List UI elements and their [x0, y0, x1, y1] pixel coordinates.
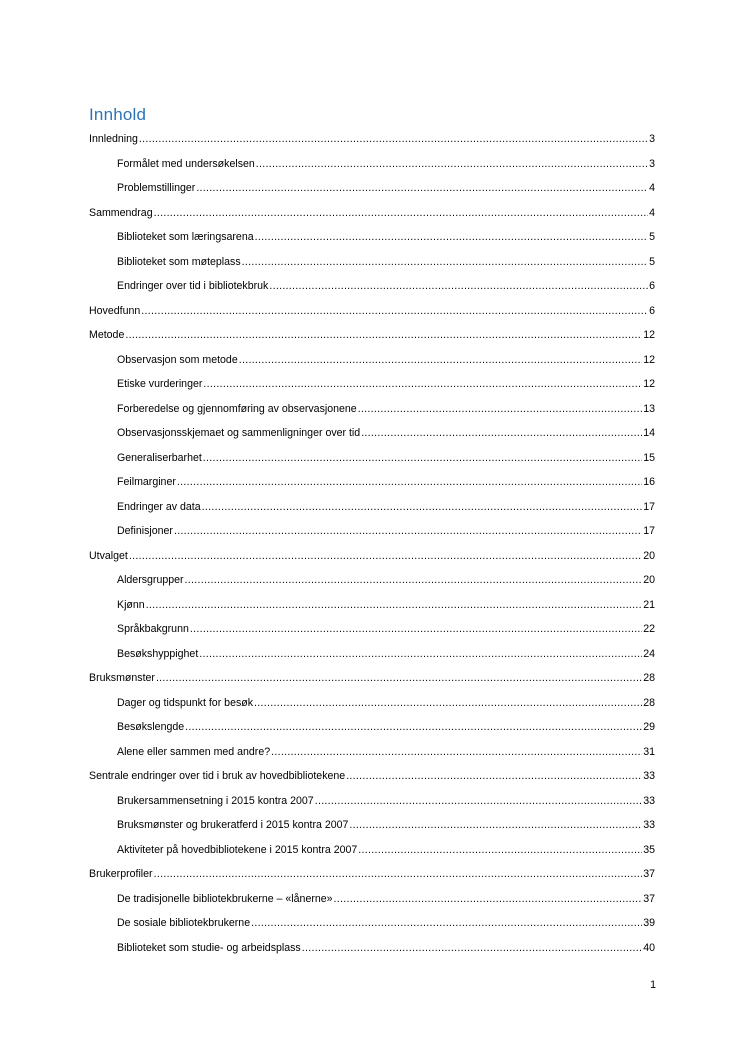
toc-entry-title: Metode — [89, 329, 125, 341]
toc-leader — [256, 157, 648, 171]
toc-entry[interactable] — [117, 351, 655, 367]
toc-leader — [239, 353, 642, 367]
toc-entry-title: Alene eller sammen med andre? — [117, 746, 271, 758]
toc-entry-title: Observasjonsskjemaet og sammenligninger over tid — [117, 427, 361, 439]
toc-entry-title: Hovedfunn — [89, 305, 141, 317]
toc-entry-page: 39 — [643, 917, 655, 929]
toc-heading: Innhold — [89, 105, 147, 124]
toc-entry[interactable] — [117, 179, 655, 195]
toc-entry-page: 15 — [643, 452, 655, 464]
toc-entry-title: Sentrale endringer over tid i bruk av hovedbibliotekene — [89, 770, 346, 782]
toc-leader — [254, 696, 642, 710]
toc-entry-page: 33 — [643, 770, 655, 782]
toc-entry-page: 20 — [643, 550, 655, 562]
toc-entry-page: 33 — [643, 819, 655, 831]
toc-entry-title: Aldersgrupper — [117, 574, 184, 586]
toc-entry-page: 24 — [643, 648, 655, 660]
toc-entry[interactable] — [117, 694, 655, 710]
toc-leader — [269, 279, 648, 293]
toc-entry-page: 14 — [643, 427, 655, 439]
toc-entry[interactable] — [117, 645, 655, 661]
toc-entry-title: Formålet med undersøkelsen — [117, 158, 255, 170]
toc-entry-page: 4 — [649, 182, 655, 194]
toc-entry[interactable] — [117, 620, 655, 636]
toc-entry-title: Endringer av data — [117, 501, 201, 513]
toc-leader — [203, 377, 642, 391]
toc-entry-page: 12 — [643, 378, 655, 390]
toc-entry-title: Sammendrag — [89, 207, 153, 219]
toc-entry-title: Biblioteket som møteplass — [117, 256, 241, 268]
toc-entry[interactable] — [117, 228, 655, 244]
toc-leader — [196, 181, 648, 195]
toc-entry-page: 31 — [643, 746, 655, 758]
toc-entry-page: 6 — [649, 280, 655, 292]
toc-entry[interactable] — [117, 473, 655, 489]
toc-entry-page: 4 — [649, 207, 655, 219]
toc-entry[interactable] — [117, 155, 655, 171]
toc-leader — [154, 867, 643, 881]
toc-leader — [125, 328, 642, 342]
toc-leader — [349, 818, 642, 832]
toc-entry-title: Kjønn — [117, 599, 145, 611]
toc-leader — [146, 598, 643, 612]
toc-leader — [334, 892, 643, 906]
toc-leader — [129, 549, 642, 563]
toc-entry-title: Besøkslengde — [117, 721, 185, 733]
toc-leader — [251, 916, 642, 930]
toc-entry-title: De tradisjonelle bibliotekbrukerne – «lånerne» — [117, 893, 333, 905]
toc-entry[interactable] — [117, 743, 655, 759]
toc-entry-page: 13 — [643, 403, 655, 415]
toc-entry[interactable] — [117, 253, 655, 269]
toc-entry-page: 3 — [649, 133, 655, 145]
toc-leader — [177, 475, 642, 489]
page-number: 1 — [650, 979, 656, 991]
toc-entry-title: Generaliserbarhet — [117, 452, 202, 464]
toc-entry-page: 35 — [643, 844, 655, 856]
toc-entry-page: 33 — [643, 795, 655, 807]
toc-entry-title: Innledning — [89, 133, 138, 145]
toc-entry[interactable] — [117, 816, 655, 832]
toc-entry-title: Feilmarginer — [117, 476, 176, 488]
toc-leader — [361, 426, 642, 440]
toc-leader — [271, 745, 642, 759]
toc-entry[interactable] — [117, 571, 655, 587]
toc-entry[interactable] — [117, 914, 655, 930]
toc-entry-title: Dager og tidspunkt for besøk — [117, 697, 254, 709]
toc-entry[interactable] — [117, 718, 655, 734]
toc-leader — [302, 941, 642, 955]
toc-entry-title: Brukerprofiler — [89, 868, 153, 880]
toc-entry[interactable] — [89, 326, 655, 342]
toc-leader — [185, 573, 643, 587]
toc-entry[interactable] — [117, 375, 655, 391]
toc-entry-page: 17 — [643, 501, 655, 513]
toc-entry[interactable] — [89, 547, 655, 563]
toc-leader — [202, 500, 643, 514]
toc-entry-page: 40 — [643, 942, 655, 954]
toc-leader — [242, 255, 648, 269]
toc-entry-title: Besøkshyppighet — [117, 648, 199, 660]
toc-leader — [199, 647, 642, 661]
toc-entry-page: 28 — [643, 672, 655, 684]
toc-leader — [154, 206, 649, 220]
toc-entry-title: Definisjoner — [117, 525, 173, 537]
toc-entry[interactable] — [117, 400, 655, 416]
toc-entry-title: Brukersammensetning i 2015 kontra 2007 — [117, 795, 314, 807]
toc-entry[interactable] — [117, 890, 655, 906]
toc-entry-title: Etiske vurderinger — [117, 378, 203, 390]
toc-entry[interactable] — [117, 939, 655, 955]
toc-leader — [358, 843, 642, 857]
toc-entry-title: Språkbakgrunn — [117, 623, 189, 635]
toc-entry[interactable] — [117, 841, 655, 857]
toc-entry[interactable] — [117, 522, 655, 538]
toc-entry[interactable] — [89, 204, 655, 220]
toc-entry[interactable] — [89, 130, 655, 146]
toc-entry-title: Forberedelse og gjennomføring av observasjonene — [117, 403, 357, 415]
toc-leader — [346, 769, 642, 783]
toc-entry-title: Observasjon som metode — [117, 354, 238, 366]
toc-entry-title: De sosiale bibliotekbrukerne — [117, 917, 251, 929]
toc-entry-page: 22 — [643, 623, 655, 635]
toc-entry-page: 12 — [643, 329, 655, 341]
toc-entry-page: 29 — [643, 721, 655, 733]
toc-entry[interactable] — [89, 865, 655, 881]
toc-entry-title: Problemstillinger — [117, 182, 196, 194]
toc-entry[interactable] — [117, 792, 655, 808]
toc-entry-page: 5 — [649, 256, 655, 268]
toc-leader — [156, 671, 642, 685]
toc-leader — [174, 524, 642, 538]
toc-entry-title: Biblioteket som studie- og arbeidsplass — [117, 942, 301, 954]
toc-entry-title: Biblioteket som læringsarena — [117, 231, 254, 243]
toc-leader — [203, 451, 642, 465]
toc-leader — [255, 230, 648, 244]
toc-leader — [139, 132, 648, 146]
toc-entry[interactable] — [117, 449, 655, 465]
toc-entry-page: 5 — [649, 231, 655, 243]
toc-entry-page: 16 — [643, 476, 655, 488]
toc-leader — [190, 622, 642, 636]
toc-entry-page: 12 — [643, 354, 655, 366]
toc-entry-title: Bruksmønster og brukeratferd i 2015 kontra 2007 — [117, 819, 349, 831]
toc-leader — [185, 720, 642, 734]
toc-entry[interactable] — [89, 302, 655, 318]
toc-entry-title: Aktiviteter på hovedbibliotekene i 2015 kontra 2007 — [117, 844, 358, 856]
toc-entry-page: 6 — [649, 305, 655, 317]
toc-leader — [141, 304, 648, 318]
toc-entry[interactable] — [117, 277, 655, 293]
toc-entry-page: 37 — [643, 893, 655, 905]
toc-entry-page: 21 — [643, 599, 655, 611]
toc-entry[interactable] — [117, 424, 655, 440]
toc-entry-title: Endringer over tid i bibliotekbruk — [117, 280, 269, 292]
toc-entry-page: 3 — [649, 158, 655, 170]
toc-leader — [315, 794, 643, 808]
toc-entry[interactable] — [89, 767, 655, 783]
toc-entry[interactable] — [117, 596, 655, 612]
toc-entry-title: Utvalget — [89, 550, 128, 562]
toc-entry-page: 28 — [643, 697, 655, 709]
toc-entry[interactable] — [89, 669, 655, 685]
toc-entry-page: 17 — [643, 525, 655, 537]
toc-leader — [358, 402, 643, 416]
toc-entry-page: 20 — [643, 574, 655, 586]
toc-entry-title: Bruksmønster — [89, 672, 155, 684]
toc-entry-page: 37 — [643, 868, 655, 880]
toc-entry[interactable] — [117, 498, 655, 514]
